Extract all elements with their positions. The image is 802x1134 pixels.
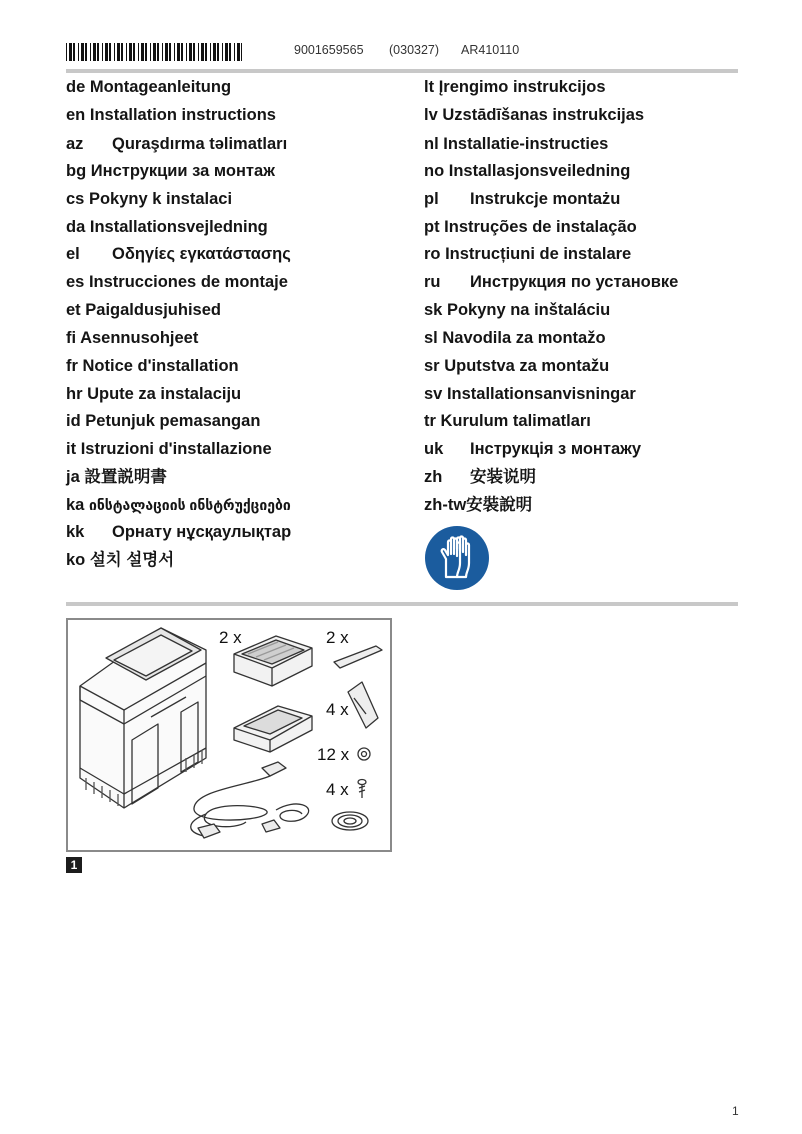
document-number: 9001659565: [294, 43, 364, 57]
language-title-zh-tw: zh-tw安裝說明: [424, 496, 533, 514]
language-title-ru: ru Инструкция по установке: [424, 273, 679, 291]
language-title-az: az Quraşdırma təlimatları: [66, 135, 288, 153]
top-divider: [66, 69, 738, 73]
language-title-da: da Installationsvejledning: [66, 218, 268, 236]
scope-of-delivery-illustration: [66, 618, 392, 852]
filter-cassette-quantity: 2 x: [219, 628, 242, 647]
language-title-fi: fi Asennusohjeet: [66, 329, 199, 347]
language-title-no: no Installasjonsveiledning: [424, 162, 631, 180]
language-title-en: en Installation instructions: [66, 106, 276, 124]
nut-drawing: [358, 748, 370, 760]
language-title-bg: bg Инструкции за монтаж: [66, 162, 275, 180]
language-title-lt: lt Įrengimo instrukcijos: [424, 78, 606, 96]
language-title-zh: zh 安装说明: [424, 468, 536, 486]
language-title-ja: ja 設置説明書: [66, 468, 167, 486]
nut-quantity: 12 x: [317, 745, 350, 764]
bracket-quantity: 2 x: [326, 628, 349, 647]
section-divider: [66, 602, 738, 606]
language-title-el: el Οδηγίες εγκατάστασης: [66, 245, 291, 263]
language-title-ro: ro Instrucțiuni de instalare: [424, 245, 632, 263]
language-title-sl: sl Navodila za montažo: [424, 329, 606, 347]
language-title-ko: ko 설치 설명서: [66, 551, 175, 569]
language-title-cs: cs Pokyny k instalaci: [66, 190, 233, 208]
screw-quantity: 4 x: [326, 780, 349, 799]
language-title-lv: lv Uzstādīšanas instrukcijas: [424, 106, 645, 124]
figure-number-badge: 1: [66, 857, 82, 873]
screw-drawing: [358, 780, 366, 799]
clip-quantity: 4 x: [326, 700, 349, 719]
wire-set-drawing: [262, 804, 309, 832]
language-title-sr: sr Uputstva za montažu: [424, 357, 610, 375]
protective-gloves-icon: [424, 525, 490, 591]
hood-unit-drawing: [80, 628, 206, 808]
model-code: AR410110: [461, 43, 520, 57]
language-title-de: de Montageanleitung: [66, 78, 232, 96]
language-title-tr: tr Kurulum talimatları: [424, 412, 591, 430]
language-title-sv: sv Installationsanvisningar: [424, 385, 636, 403]
language-title-id: id Petunjuk pemasangan: [66, 412, 261, 430]
language-title-hr: hr Upute za instalaciju: [66, 385, 242, 403]
page-number: 1: [732, 1104, 739, 1118]
sealing-tape-drawing: [332, 812, 368, 830]
language-title-nl: nl Installatie-instructies: [424, 135, 609, 153]
language-title-uk: uk Інструкція з монтажу: [424, 440, 641, 458]
language-title-fr: fr Notice d'installation: [66, 357, 239, 375]
filter-cassette-drawing: [234, 636, 312, 686]
clip-drawing: [348, 682, 378, 728]
date-code: (030327): [389, 43, 440, 57]
odour-filter-drawing: [234, 706, 312, 752]
bracket-drawing: [334, 646, 382, 668]
language-title-sk: sk Pokyny na inštaláciu: [424, 301, 611, 319]
language-title-es: es Instrucciones de montaje: [66, 273, 288, 291]
language-title-ka: ka ინსტალაციის ინსტრუქციები: [66, 496, 291, 514]
language-title-kk: kk Орнату нұсқаулықтар: [66, 523, 292, 541]
language-title-et: et Paigaldusjuhised: [66, 301, 221, 319]
language-title-it: it Istruzioni d'installazione: [66, 440, 272, 458]
language-title-pt: pt Instruções de instalação: [424, 218, 637, 236]
barcode: [66, 43, 242, 61]
language-title-pl: pl Instrukcje montażu: [424, 190, 621, 208]
